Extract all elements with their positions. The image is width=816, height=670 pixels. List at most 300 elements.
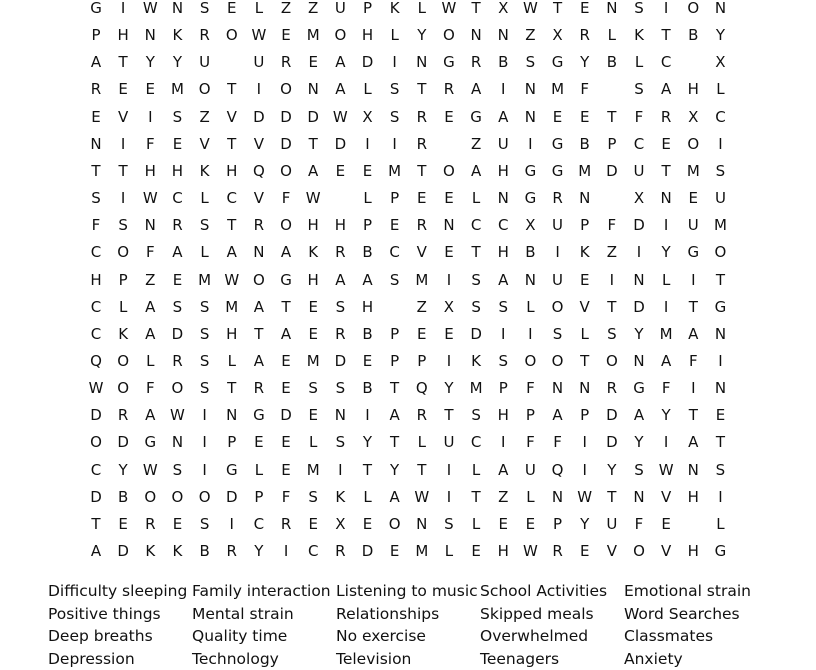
grid-letter: D (629, 215, 649, 235)
grid-letter: D (466, 324, 486, 344)
grid-letter: F (629, 107, 649, 127)
grid-letter: E (466, 541, 486, 561)
grid-letter: Y (249, 541, 269, 561)
grid-letter: H (358, 25, 378, 45)
grid-letter: G (548, 52, 568, 72)
grid-letter: S (710, 460, 730, 480)
grid-letter: I (385, 52, 405, 72)
grid-letter: M (412, 270, 432, 290)
grid-letter: L (656, 270, 676, 290)
grid-letter: I (439, 351, 459, 371)
grid-letter: B (358, 242, 378, 262)
grid-letter: E (358, 351, 378, 371)
grid-letter: W (656, 460, 676, 480)
grid-letter: D (113, 432, 133, 452)
grid-letter: Z (466, 134, 486, 154)
grid-letter: M (167, 79, 187, 99)
grid-letter: E (656, 514, 676, 534)
grid-letter: L (303, 432, 323, 452)
grid-letter: L (113, 297, 133, 317)
grid-letter: G (710, 541, 730, 561)
grid-letter: X (710, 52, 730, 72)
grid-letter: S (195, 215, 215, 235)
grid-letter: S (330, 378, 350, 398)
grid-letter: L (629, 52, 649, 72)
grid-letter: W (303, 188, 323, 208)
grid-letter: E (86, 107, 106, 127)
grid-letter: D (113, 541, 133, 561)
grid-letter: T (222, 79, 242, 99)
grid-letter: S (466, 297, 486, 317)
grid-letter: R (330, 242, 350, 262)
grid-letter: R (548, 188, 568, 208)
grid-letter: S (303, 487, 323, 507)
grid-letter: Z (520, 25, 540, 45)
grid-letter: R (113, 405, 133, 425)
grid-letter: I (710, 134, 730, 154)
grid-letter: R (602, 378, 622, 398)
grid-letter: E (167, 514, 187, 534)
grid-letter: E (520, 514, 540, 534)
grid-letter: I (358, 405, 378, 425)
grid-letter: Y (656, 242, 676, 262)
grid-letter: I (195, 405, 215, 425)
grid-letter: N (140, 215, 160, 235)
grid-letter: B (683, 25, 703, 45)
grid-letter: E (575, 107, 595, 127)
grid-letter: A (140, 297, 160, 317)
grid-letter: T (683, 297, 703, 317)
grid-letter: Z (195, 107, 215, 127)
grid-letter: B (358, 378, 378, 398)
grid-letter: T (86, 514, 106, 534)
grid-letter: T (222, 215, 242, 235)
grid-letter: I (683, 270, 703, 290)
grid-letter: L (222, 351, 242, 371)
word-item: Difficulty sleeping (48, 580, 192, 603)
grid-letter: I (656, 215, 676, 235)
grid-letter: P (493, 378, 513, 398)
grid-letter: G (222, 460, 242, 480)
grid-letter: I (385, 134, 405, 154)
grid-letter: E (575, 0, 595, 18)
word-item: Depression (48, 648, 192, 670)
grid-row (0, 25, 816, 45)
word-column (192, 580, 336, 670)
grid-letter: C (86, 297, 106, 317)
grid-row (0, 242, 816, 262)
grid-letter: O (548, 351, 568, 371)
grid-letter: T (86, 161, 106, 181)
grid-letter: S (602, 324, 622, 344)
grid-letter: T (656, 161, 676, 181)
grid-letter: G (249, 405, 269, 425)
grid-letter: T (412, 161, 432, 181)
grid-letter: V (249, 134, 269, 154)
grid-letter: K (195, 161, 215, 181)
grid-letter: S (466, 405, 486, 425)
grid-letter: W (520, 541, 540, 561)
grid-letter: N (86, 134, 106, 154)
grid-letter: R (276, 52, 296, 72)
grid-letter: U (602, 514, 622, 534)
grid-letter: K (330, 487, 350, 507)
grid-letter: E (385, 215, 405, 235)
grid-letter: S (710, 161, 730, 181)
grid-letter: N (330, 405, 350, 425)
grid-letter: Z (140, 270, 160, 290)
grid-letter: Q (86, 351, 106, 371)
grid-letter: O (520, 351, 540, 371)
grid-letter: L (412, 432, 432, 452)
grid-letter: N (167, 432, 187, 452)
grid-letter: S (330, 432, 350, 452)
grid-letter: D (602, 432, 622, 452)
grid-letter: Y (602, 460, 622, 480)
grid-letter: M (466, 378, 486, 398)
grid-letter: I (222, 514, 242, 534)
grid-letter: R (249, 378, 269, 398)
grid-letter: N (548, 487, 568, 507)
grid-row (0, 541, 816, 561)
grid-letter: E (330, 161, 350, 181)
grid-letter: N (493, 188, 513, 208)
grid-letter: W (249, 25, 269, 45)
grid-letter: H (140, 161, 160, 181)
grid-letter: X (493, 0, 513, 18)
grid-letter: Y (656, 405, 676, 425)
grid-letter: O (167, 487, 187, 507)
grid-letter: G (683, 242, 703, 262)
grid-letter: O (195, 487, 215, 507)
grid-letter: Y (629, 324, 649, 344)
grid-letter: A (276, 324, 296, 344)
word-item: Mental strain (192, 603, 336, 626)
grid-letter: S (195, 378, 215, 398)
grid-letter: T (412, 460, 432, 480)
grid-letter: V (195, 134, 215, 154)
grid-letter: W (520, 0, 540, 18)
word-item: Television (336, 648, 480, 670)
grid-letter: Z (493, 487, 513, 507)
grid-letter: Q (412, 378, 432, 398)
grid-letter: P (412, 351, 432, 371)
grid-letter: R (195, 25, 215, 45)
grid-letter: O (276, 79, 296, 99)
grid-letter: M (195, 270, 215, 290)
grid-letter: S (385, 270, 405, 290)
grid-letter: S (385, 79, 405, 99)
grid-letter: N (602, 0, 622, 18)
grid-letter: A (140, 324, 160, 344)
grid-letter: R (276, 514, 296, 534)
grid-letter: A (330, 52, 350, 72)
grid-letter: G (86, 0, 106, 18)
grid-letter: X (683, 107, 703, 127)
grid-letter: T (575, 351, 595, 371)
grid-letter: T (249, 324, 269, 344)
grid-letter: W (330, 107, 350, 127)
grid-row (0, 460, 816, 480)
grid-letter: S (629, 79, 649, 99)
grid-letter: T (466, 242, 486, 262)
grid-letter: O (439, 161, 459, 181)
grid-letter: T (303, 134, 323, 154)
grid-letter: H (493, 242, 513, 262)
grid-letter: V (602, 541, 622, 561)
grid-letter: H (493, 405, 513, 425)
grid-letter: S (113, 215, 133, 235)
grid-letter: I (710, 487, 730, 507)
grid-letter: E (412, 324, 432, 344)
grid-letter: E (276, 25, 296, 45)
grid-letter: T (656, 25, 676, 45)
grid-letter: I (113, 0, 133, 18)
word-item: Anxiety (624, 648, 768, 670)
grid-letter: R (439, 79, 459, 99)
grid-letter: E (113, 514, 133, 534)
grid-letter: H (493, 541, 513, 561)
word-item: Classmates (624, 625, 768, 648)
grid-letter: N (520, 107, 540, 127)
grid-letter: O (683, 0, 703, 18)
grid-letter: U (683, 215, 703, 235)
grid-letter: H (113, 25, 133, 45)
grid-letter: A (683, 432, 703, 452)
grid-letter: U (548, 270, 568, 290)
grid-letter: R (412, 405, 432, 425)
grid-letter: P (602, 134, 622, 154)
grid-letter: I (575, 460, 595, 480)
grid-letter: N (520, 79, 540, 99)
grid-letter: D (303, 107, 323, 127)
grid-letter: N (629, 270, 649, 290)
grid-letter: U (195, 52, 215, 72)
grid-letter: P (575, 215, 595, 235)
grid-letter: E (167, 134, 187, 154)
grid-letter: P (86, 25, 106, 45)
grid-letter: T (222, 134, 242, 154)
grid-row (0, 378, 816, 398)
grid-letter: S (629, 0, 649, 18)
grid-letter: O (385, 514, 405, 534)
grid-letter: F (520, 378, 540, 398)
grid-letter: H (222, 324, 242, 344)
grid-letter: P (385, 324, 405, 344)
grid-letter: E (548, 107, 568, 127)
grid-letter: I (710, 351, 730, 371)
grid-letter: Z (303, 0, 323, 18)
grid-letter: T (412, 79, 432, 99)
grid-letter: E (439, 242, 459, 262)
grid-letter: S (167, 460, 187, 480)
grid-letter: N (683, 460, 703, 480)
grid-letter: E (412, 188, 432, 208)
grid-letter: G (520, 188, 540, 208)
grid-letter: E (113, 79, 133, 99)
grid-letter: Y (167, 52, 187, 72)
grid-letter: B (575, 134, 595, 154)
grid-letter: L (249, 0, 269, 18)
grid-letter: R (167, 351, 187, 371)
grid-letter: R (330, 324, 350, 344)
grid-letter: U (520, 460, 540, 480)
grid-letter: W (140, 460, 160, 480)
grid-letter: N (629, 487, 649, 507)
grid-letter: F (575, 79, 595, 99)
grid-letter: I (113, 188, 133, 208)
grid-letter: K (140, 541, 160, 561)
grid-letter: T (710, 432, 730, 452)
grid-letter: T (385, 378, 405, 398)
grid-letter: G (710, 297, 730, 317)
grid-letter: V (113, 107, 133, 127)
grid-letter: D (629, 297, 649, 317)
grid-letter: V (222, 107, 242, 127)
grid-letter: N (303, 79, 323, 99)
grid-letter: D (358, 541, 378, 561)
grid-letter: L (358, 188, 378, 208)
grid-letter: T (358, 460, 378, 480)
grid-letter: I (683, 378, 703, 398)
grid-letter: F (86, 215, 106, 235)
grid-letter: Y (710, 25, 730, 45)
grid-letter: N (439, 215, 459, 235)
grid-letter: K (167, 25, 187, 45)
grid-letter: A (167, 242, 187, 262)
grid-row (0, 324, 816, 344)
grid-letter: C (466, 215, 486, 235)
grid-letter: Y (629, 432, 649, 452)
grid-letter: A (629, 405, 649, 425)
grid-letter: S (167, 107, 187, 127)
grid-letter: E (439, 188, 459, 208)
grid-letter: I (493, 432, 513, 452)
grid-letter: I (602, 270, 622, 290)
grid-letter: S (195, 324, 215, 344)
grid-letter: I (520, 134, 540, 154)
grid-letter: V (412, 242, 432, 262)
grid-letter: F (520, 432, 540, 452)
grid-letter: F (548, 432, 568, 452)
grid-letter: L (710, 79, 730, 99)
grid-letter: A (276, 242, 296, 262)
grid-letter: C (86, 324, 106, 344)
grid-letter: P (113, 270, 133, 290)
grid-letter: N (710, 324, 730, 344)
grid-letter: P (358, 215, 378, 235)
grid-letter: Z (412, 297, 432, 317)
word-item: Overwhelmed (480, 625, 624, 648)
grid-letter: L (466, 514, 486, 534)
grid-letter: A (493, 107, 513, 127)
grid-letter: B (520, 242, 540, 262)
grid-letter: I (493, 79, 513, 99)
grid-letter: U (548, 215, 568, 235)
grid-letter: E (358, 514, 378, 534)
word-item: Listening to music (336, 580, 480, 603)
grid-letter: M (683, 161, 703, 181)
grid-letter: N (575, 378, 595, 398)
grid-letter: E (656, 134, 676, 154)
grid-letter: X (548, 25, 568, 45)
grid-letter: N (548, 378, 568, 398)
word-column (480, 580, 624, 670)
grid-letter: T (548, 0, 568, 18)
grid-letter: G (548, 161, 568, 181)
grid-letter: O (439, 25, 459, 45)
grid-letter: N (140, 25, 160, 45)
word-item: Word Searches (624, 603, 768, 626)
word-item: Quality time (192, 625, 336, 648)
grid-letter: E (303, 514, 323, 534)
grid-row (0, 52, 816, 72)
grid-letter: A (303, 161, 323, 181)
grid-row (0, 79, 816, 99)
grid-row (0, 188, 816, 208)
grid-letter: U (629, 161, 649, 181)
grid-letter: F (629, 514, 649, 534)
grid-letter: R (548, 541, 568, 561)
grid-letter: N (710, 378, 730, 398)
grid-letter: F (276, 188, 296, 208)
grid-letter: R (167, 215, 187, 235)
grid-letter: F (683, 351, 703, 371)
grid-letter: A (466, 79, 486, 99)
word-column (48, 580, 192, 670)
grid-letter: S (195, 0, 215, 18)
grid-letter: Y (439, 378, 459, 398)
grid-letter: P (385, 351, 405, 371)
grid-letter: N (412, 514, 432, 534)
grid-letter: M (303, 460, 323, 480)
grid-letter: C (656, 52, 676, 72)
grid-letter: T (683, 405, 703, 425)
grid-letter: G (466, 107, 486, 127)
grid-letter: A (358, 270, 378, 290)
grid-letter: D (330, 351, 350, 371)
grid-letter: O (140, 487, 160, 507)
grid-letter: H (303, 270, 323, 290)
grid-letter: L (195, 242, 215, 262)
grid-letter: O (195, 79, 215, 99)
grid-letter: Y (113, 460, 133, 480)
grid-letter: M (575, 161, 595, 181)
grid-letter: U (330, 0, 350, 18)
grid-letter: D (167, 324, 187, 344)
grid-letter: W (140, 0, 160, 18)
grid-letter: P (249, 487, 269, 507)
grid-letter: Y (140, 52, 160, 72)
grid-letter: A (330, 270, 350, 290)
grid-letter: L (195, 188, 215, 208)
grid-row (0, 107, 816, 127)
grid-letter: I (520, 324, 540, 344)
grid-letter: A (330, 79, 350, 99)
grid-letter: K (575, 242, 595, 262)
grid-letter: L (358, 79, 378, 99)
grid-letter: G (276, 270, 296, 290)
grid-letter: S (330, 297, 350, 317)
grid-letter: P (520, 405, 540, 425)
grid-letter: T (276, 297, 296, 317)
grid-letter: V (656, 541, 676, 561)
grid-letter: I (493, 324, 513, 344)
grid-letter: K (629, 25, 649, 45)
grid-letter: N (575, 188, 595, 208)
grid-letter: S (385, 107, 405, 127)
grid-letter: S (466, 270, 486, 290)
